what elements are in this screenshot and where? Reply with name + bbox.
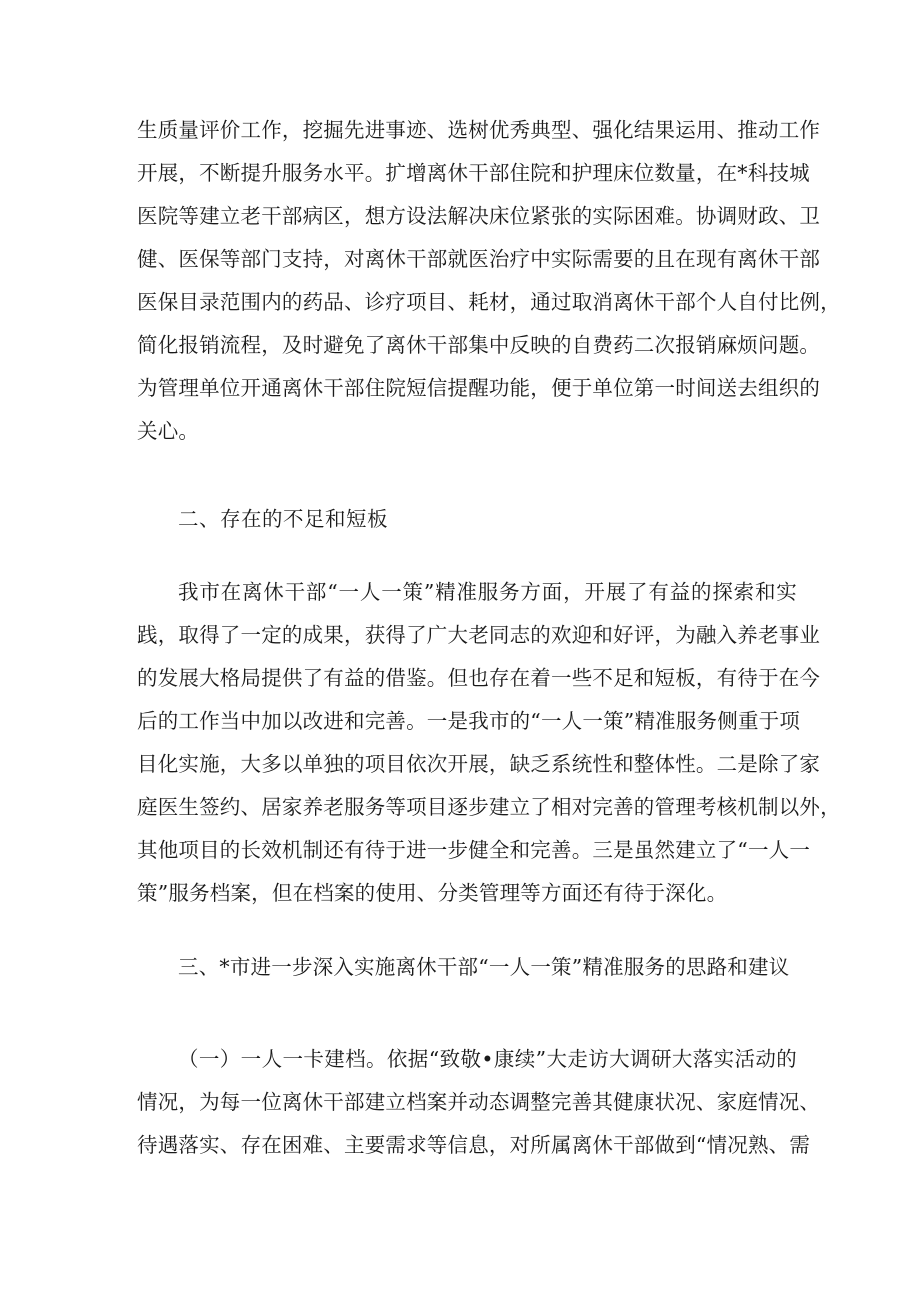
paragraph-2-line: 我市在离休干部“一人一策”精准服务方面，开展了有益的探索和实	[178, 580, 797, 604]
section-heading-3: 三、*市进一步深入实施离休干部“一人一策”精准服务的思路和建议	[178, 955, 790, 979]
paragraph-3-line: （一）一人一卡建档。依据“致敬•康续”大走访大调研大落实活动的	[178, 1047, 797, 1071]
paragraph-1-line: 健、医保等部门支持，对离休干部就医治疗中实际需要的且在现有离休干部	[137, 247, 821, 271]
paragraph-3-line: 情况，为每一位离休干部建立档案并动态调整完善其健康状况、家庭情况、	[137, 1090, 821, 1114]
paragraph-1-line: 开展，不断提升服务水平。扩增离休干部住院和护理床位数量，在*科技城	[137, 161, 810, 185]
paragraph-2-line: 后的工作当中加以改进和完善。一是我市的“一人一策”精准服务侧重于项	[137, 709, 801, 733]
paragraph-2-line: 庭医生签约、居家养老服务等项目逐步建立了相对完善的管理考核机制以外，	[137, 795, 841, 819]
paragraph-1-line: 生质量评价工作，挖掘先进事迹、选树优秀典型、强化结果运用、推动工作	[137, 118, 821, 142]
paragraph-1-line: 关心。	[137, 419, 200, 443]
paragraph-1-line: 为管理单位开通离休干部住院短信提醒功能，便于单位第一时间送去组织的	[137, 376, 821, 400]
paragraph-2-line: 践，取得了一定的成果，获得了广大老同志的欢迎和好评，为融入养老事业	[137, 623, 821, 647]
section-heading-2: 二、存在的不足和短板	[178, 507, 388, 531]
paragraph-3-line: 待遇落实、存在困难、主要需求等信息，对所属离休干部做到“情况熟、需	[137, 1133, 811, 1157]
paragraph-1-line: 医院等建立老干部病区，想方设法解决床位紧张的实际困难。协调财政、卫	[137, 204, 821, 228]
paragraph-2-line: 的发展大格局提供了有益的借鉴。但也存在着一些不足和短板，有待于在今	[137, 666, 821, 690]
paragraph-2-line: 策”服务档案，但在档案的使用、分类管理等方面还有待于深化。	[137, 881, 728, 905]
paragraph-2-line: 其他项目的长效机制还有待于进一步健全和完善。三是虽然建立了“一人一	[137, 838, 811, 862]
paragraph-1-line: 简化报销流程，及时避免了离休干部集中反映的自费药二次报销麻烦问题。	[137, 333, 821, 357]
paragraph-2-line: 目化实施，大多以单独的项目依次开展，缺乏系统性和整体性。二是除了家	[137, 752, 821, 776]
paragraph-1-line: 医保目录范围内的药品、诊疗项目、耗材，通过取消离休干部个人自付比例，	[137, 290, 841, 314]
